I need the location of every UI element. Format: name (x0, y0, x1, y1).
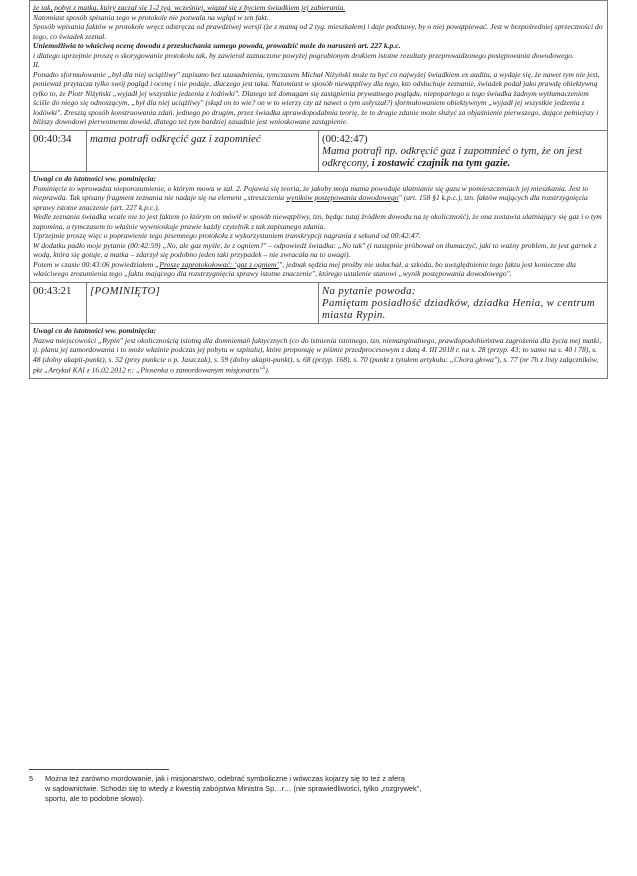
remarks-block-3 (29, 324, 608, 379)
timestamp: 00:43:21 (30, 283, 87, 324)
protocol-text: [POMINIĘTO] (87, 283, 319, 324)
paragraph: Uprzejmie proszę więc o poprawienie tego pisemnego protokołu z wykorzystaniem transkrypcji nagrania z sekund od 00:42:47. (33, 231, 421, 241)
text-span: ). (265, 365, 270, 375)
paragraph: Ponadto sformułowanie „był dla niej uciążliwy" zapisano bez uzasadnienia, tymczasem Michał Niżyński może tu być co najwyżej świadkiem ex auditu, a wydaje się, że nawet tym nie jest, ponieważ przytacza tylko swój pogląd i ocenę i nie podaje, dlaczego jest taka. Natomiast w sposób niewątpliwy dla tego, kto odsłuchuje zeznanie, świadek podał jako prawdę obiektywną tylko to, że Piotr Niżyński „wyjadł jej wszystkie jedzenia z lodówki". Dlatego też domagam się zastąpienia prywatnego poglądu, niepopartego u tego świadka żadnym wytłumaczeniem ściśle do niego się odnoszącym, „był dla niej uciążliwy" (skąd on to wie? on w to wierzy czy aż nawet o tym usłyszał?) sformułowaniem obiektywnym „wyjadł jej wszystkie jedzenia z lodówki". Zresztą sposób konstruowania zdań, jednego po drugim, przez świadka uprawdopodabnia teorię, że to drugie zdanie może służyć za objaśnienie pierwszego, dające pełniejszy i bliższy dowodowi pierwotnemu dowód, dlatego też tym bardziej zasadnie jest wnioskowane zastąpienie. (33, 69, 600, 126)
remarks-block-2 (29, 172, 608, 283)
paragraph: W dodatku padło moje pytanie (00:42:59) „No, ale gaz myśle, że z ogniem?" – odpowiedź świadka: „No tak" (i następnie próbował on tłumaczyć, jaki to ważny problem, że jest garnek z wodą, która się gotuje, a matka – zdarzył się podobno jeden taki przypadek – nie zwracała na to uwagi). (33, 240, 597, 260)
protocol-text: mama potrafi odkręcić gaz i zapomnieć (87, 131, 319, 172)
document-page (29, 0, 608, 379)
text-span: Potem w czasie 00:43:06 powiedziałem „ (33, 259, 160, 269)
paragraph (33, 336, 604, 376)
remarks-heading: Uwagi co do istotności ww. pominięcia: (33, 174, 156, 184)
section-number: II. (33, 60, 40, 69)
text-line: że tak, pobyt z matką, który zaczął się 1-2 tyg. wcześniej, wiązał się z byciem świadkiem jej zabierania. (33, 3, 346, 12)
text-line: Sposób wpisania faktów w protokole wręcz odstręcza od prawdziwej wersji (że z mamą od 2 tyg. mieszkałem) i daje podstawy, by o niej powątpiewać. Jest w bezpośredniej sprzeczności do tego, co świadek zeznał. (33, 22, 603, 41)
footnote-divider (29, 769, 169, 770)
correction-text (319, 283, 608, 324)
timestamp: 00:40:34 (30, 131, 87, 172)
correction-part: Pamiętam posiadłość dziadków, dziadka Henia, w centrum miasta Rypin. (322, 296, 596, 322)
footnote-line: w sądownictwie. Schodzi się to wtedy z kwestią zabójstwa Ministra Sp…r… (nie sprawiedliwości, tylko „rozgrywek", (45, 784, 422, 793)
transcript-row-1 (29, 131, 608, 173)
correction-part: Mama potrafi np. odkręcić gaz i zapomnieć o tym, że on jest odkręcony, (322, 144, 582, 169)
footnote-number: 5 (29, 774, 34, 783)
text-span: ", jednak sędzia mej prośby nie usłuchał, a szkoda, bo uwzględnienie tego faktu jest konieczne dla właściwego zrozumienia tego „faktu mającego dla rozstrzygnięcia sprawy istotne znaczenie", którego ustalenie stanowi „wynik postępowania dowodowego". (33, 259, 576, 279)
text-line-bold: Uniemożliwia to właściwą ocenę dowodu z przesłuchania samego powoda, prowadzić może do naruszeń art. 227 k.p.c. (33, 41, 401, 50)
paragraph (33, 184, 604, 213)
underlined-span: wyników postępowania dowodowego (285, 193, 399, 203)
footnote-ref[interactable]: 5 (262, 365, 266, 372)
footnote-line: sportu, ale to podobne słowo). (45, 794, 145, 803)
correction-time: (00:42:47) (322, 132, 368, 145)
text-span: Pominięcie to wprowadza nieporozumienie, o którym mowa w zał. 2. Pojawia się teoria, że jakoby moja mama powoduje ulatnianie się gazu w pomieszczeniach jej mieszkania. Jest to nieprawda. Tak spisany fragment zeznania nie nadaje się na element „streszczenia (33, 183, 589, 203)
text-span: Nazwa miejscowości „Rypin" jest okolicznością istotną dla domniemań faktycznych (co do istnienia istotnego, tzn. niemarginalnego, prawdopodobieństwa zagrożenia dla życia mej matki, tj. planu jej zamordowania i to może właśnie podczas jej pobytu w szpitalu), które proponuję w piśmie przedprocesowym z datą 4. III 2018 r. na s. 28 (przyp. 43; to samo na s. 40 i 78), s. 48 (dolny akapit-punkt), s. 52 (przy punkcie o p. Jaszczak), s. 59 (dolny akapit-punkt), s. 68 (przyp. 168), s. 70 (punkt z tytułem artykułu: „Chora głowa"), s. 77 (nr 7h z listy załączników, pkt „Artykuł KAI z 16.02.2012 r.: „Piosenka o zamordowanym misjonarzu" (33, 335, 602, 375)
correction-text (319, 131, 608, 172)
text-span: " (art. 158 §1 k.p.c.), tzn. faktów mających dla rozstrzygnięcia sprawy istotne znaczenie (art. 227 k.p.c.). (33, 193, 588, 212)
footnote-line (29, 774, 608, 784)
paragraph: Wedle zeznania świadka wcale nie to jest faktem (o którym on mówił w sposób niewątpliwy, tzn. będąc tutaj źródłem dowodu na tę okoliczność), że ona zostawia ulatniający się gaz i o tym zapomina, a tymczasem to właśnie wywnioskuje prawie każdy czytelnik z tak zapisanego zdania. (33, 212, 602, 231)
text-line: i dlatego uprzejmie proszę o skorygowanie protokołu tak, by zawierał zaznaczone powyżej pogrubionym drukiem istotne rezultaty przeprowadzonego postępowania dowodowego. (33, 50, 574, 60)
correction-intro: Na pytanie powoda: (322, 284, 416, 297)
transcript-row-2 (29, 283, 608, 325)
text-line: Natomiast sposób spisania tego w protokole nie pozwala na wgląd w ten fakt. (33, 12, 269, 22)
underlined-span: Proszę zaprotokołować: ‘gaz z ogniem’ (159, 259, 280, 269)
footnote-text: Można też zarówno mordowanie, jak i misjonarstwo, odebrać symboliczne i wówczas kojarzy się to też z aferą (45, 774, 405, 783)
correction-bold: i zostawić czajnik na tym gazie. (371, 156, 511, 169)
paragraph (33, 260, 604, 279)
remarks-block-1 (29, 0, 608, 131)
remarks-heading: Uwagi co do istotności ww. pominięcia: (33, 326, 156, 336)
footnote (29, 774, 608, 804)
